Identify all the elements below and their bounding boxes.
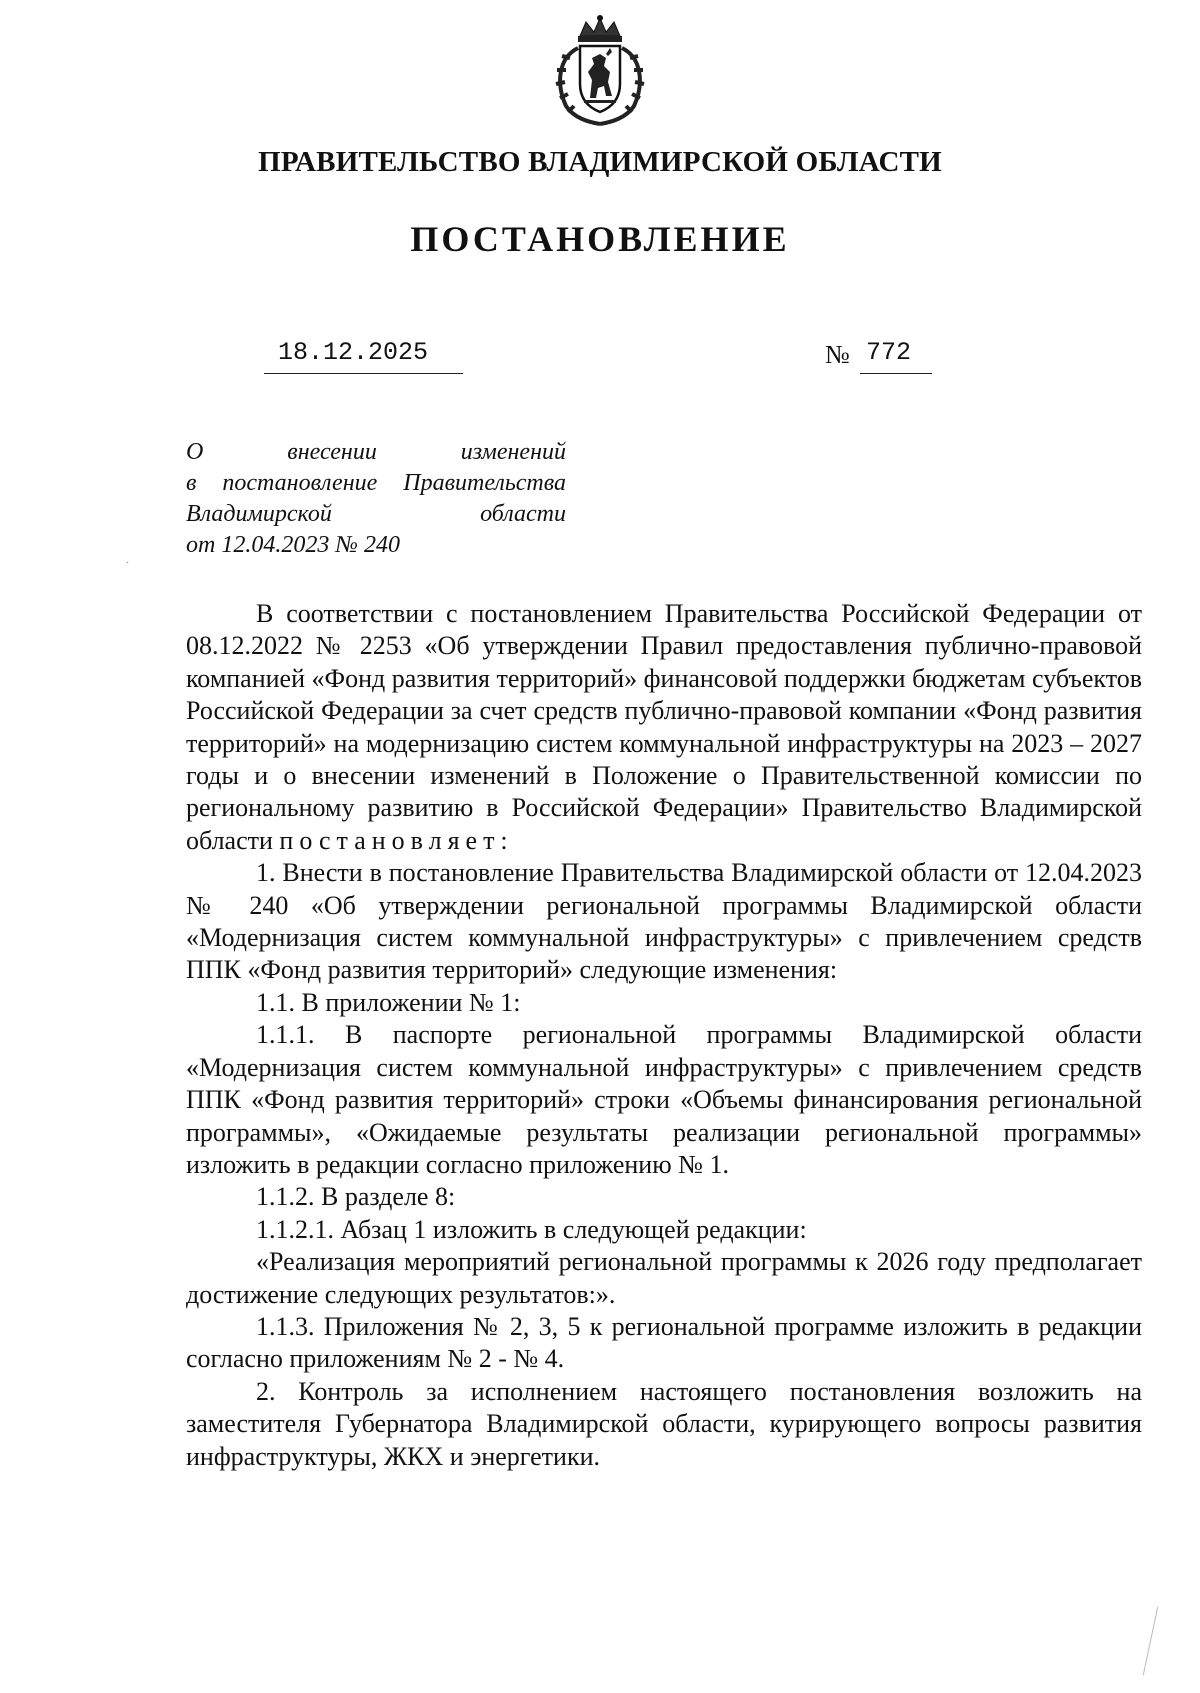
body-paragraph: 1.1.2. В разделе 8: [256, 1182, 456, 1212]
body-paragraph: 1. Внести в постановление Правительства Владимирской области от 12.04.2023 № 240 «Об утверждении региональной программы Владимирской области «Модернизация систем коммунальной инфраструктуры» с привлечением средств ППК «Фонд развития территорий» следующие изменения: [186, 858, 1142, 985]
subject-line [186, 499, 566, 530]
preamble-verb: постановляет: [279, 825, 514, 855]
coat-of-arms-icon [548, 14, 652, 126]
subject-word: постановление [222, 470, 378, 496]
subject-word: изменений [460, 439, 566, 465]
subject-word: Владимирской [186, 501, 332, 527]
subject-line [186, 468, 566, 499]
subject-word: О [186, 439, 204, 465]
subject-word: Правительства [403, 470, 566, 496]
document-type: ПОСТАНОВЛЕНИЕ [410, 219, 790, 259]
number-underline [860, 373, 932, 374]
body-paragraph: «Реализация мероприятий региональной программы к 2026 году предполагает достижение следующих результатов:». [186, 1247, 1142, 1309]
subject-word: области [480, 501, 566, 527]
subject-word: в [186, 470, 197, 496]
body-paragraph: 1.1.1. В паспорте региональной программы Владимирской области «Модернизация систем коммунальной инфраструктуры» с привлечением средств ППК «Фонд развития территорий» строки «Объемы финансирования региональной программы», «Ожидаемые результаты реализации региональной программы» изложить в редакции согласно приложению № 1. [186, 1020, 1142, 1179]
document-number: 772 [866, 338, 912, 367]
organization-name: ПРАВИТЕЛЬСТВО ВЛАДИМИРСКОЙ ОБЛАСТИ [258, 146, 942, 178]
scan-mark [1143, 1607, 1159, 1676]
date-underline [264, 373, 463, 374]
subject-word: от 12.04.2023 № 240 [186, 532, 400, 558]
body-paragraph: 1.1.3. Приложения № 2, 3, 5 к региональной программе изложить в редакции согласно приложениям № 2 - № 4. [186, 1311, 1142, 1374]
document-subject [186, 437, 566, 561]
subject-line [186, 437, 566, 468]
subject-line [186, 530, 566, 561]
document-date: 18.12.2025 [278, 338, 429, 367]
document-body [186, 598, 1142, 1473]
body-paragraph: 2. Контроль за исполнением настоящего постановления возложить на заместителя Губернатора Владимирской области, курирующего вопросы развития инфраструктуры, ЖКХ и энергетики. [186, 1376, 1142, 1471]
number-sign: № [825, 340, 850, 369]
preamble-text: В соответствии с постановлением Правительства Российской Федерации от 08.12.2022 № 2253 «Об утверждении Правил предоставления публично-правовой компанией «Фонд развития территорий» финансовой поддержки бюджетам субъектов Российской Федерации за счет средств публично-правовой компании «Фонд развития территорий» на модернизацию систем коммунальной инфраструктуры на 2023 – 2027 годы и о внесении изменений в Положение о Правительственной комиссии по региональному развитию в Российской Федерации» Правительство Владимирской области [186, 599, 1142, 855]
body-paragraph: 1.1. В приложении № 1: [256, 987, 521, 1017]
subject-word: внесении [287, 439, 377, 465]
body-paragraph: 1.1.2.1. Абзац 1 изложить в следующей редакции: [256, 1214, 807, 1244]
scan-speck: · [126, 558, 130, 569]
preamble-paragraph [186, 598, 1142, 857]
